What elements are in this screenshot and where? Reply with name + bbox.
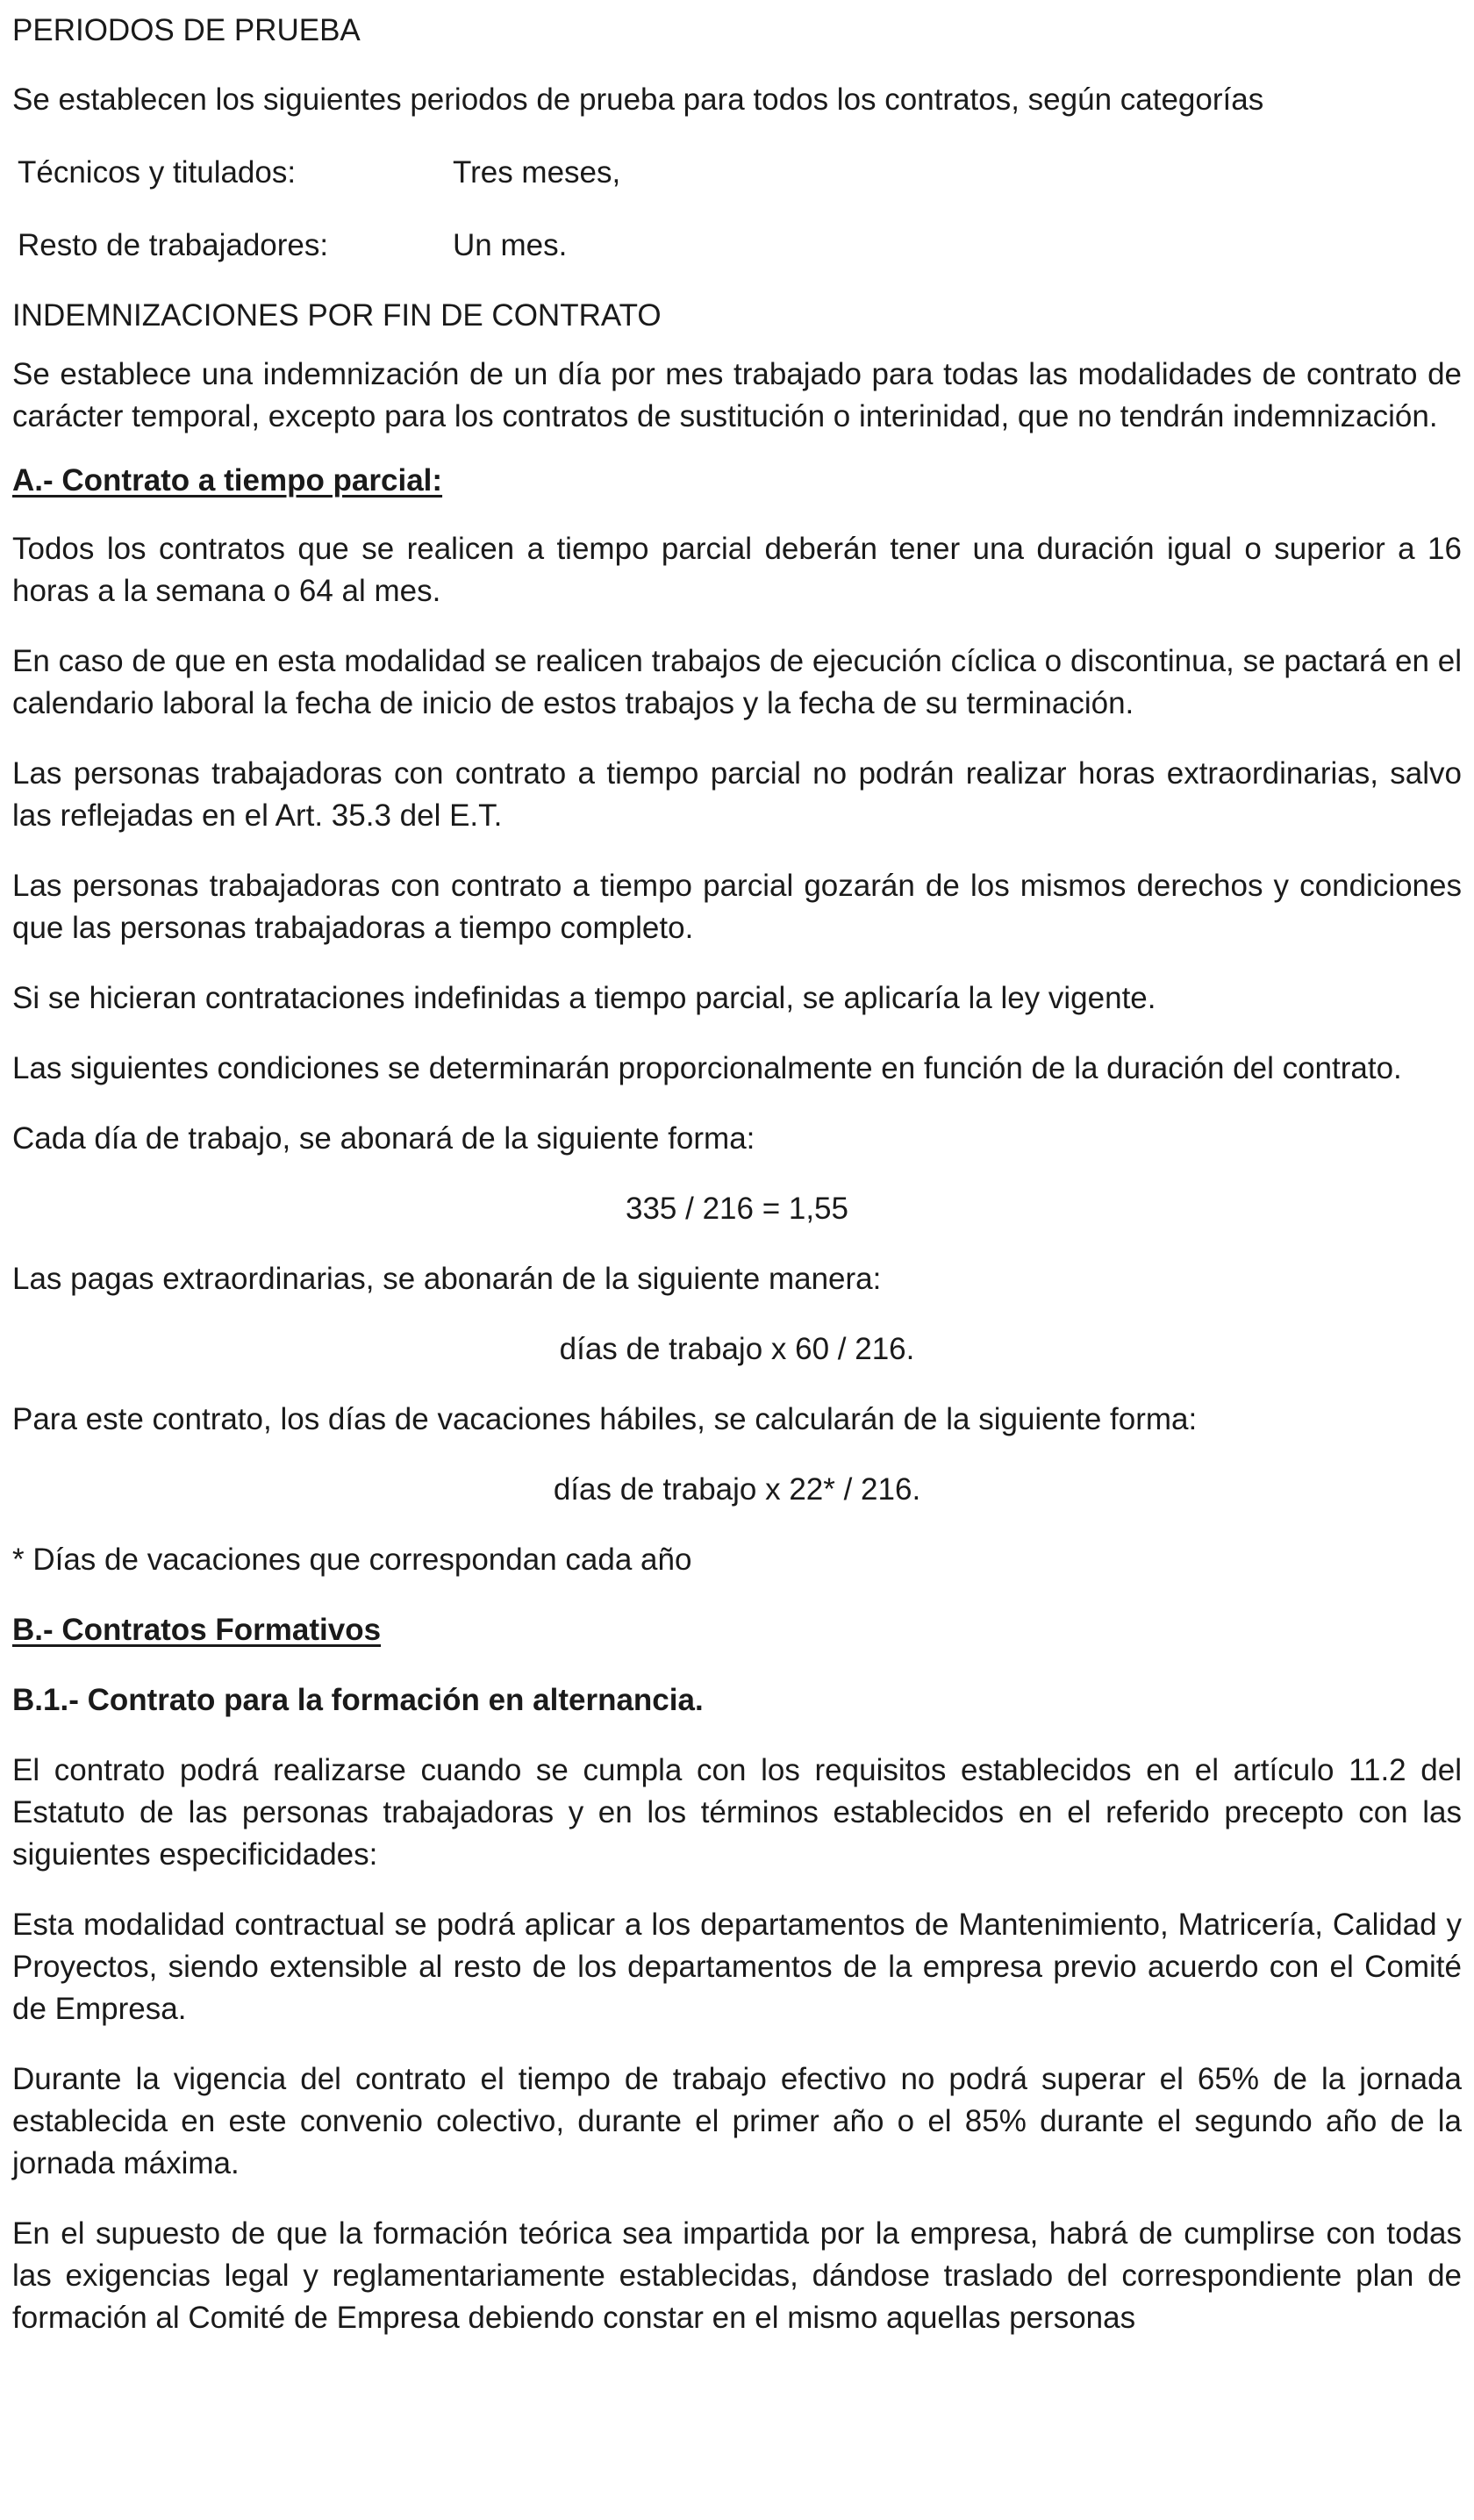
section-a-paragraph-7: Cada día de trabajo, se abonará de la siguiente forma: [12, 1121, 755, 1156]
section-b1-heading: B.1.- Contrato para la formación en alternancia. [12, 1683, 704, 1717]
section-a-paragraph-5: Si se hicieran contrataciones indefinidas a tiempo parcial, se aplicaría la ley vigente. [12, 981, 1156, 1015]
section-a-paragraph-9: Para este contrato, los días de vacaciones hábiles, se calcularán de la siguiente forma: [12, 1402, 1198, 1436]
section-b1-paragraph-2: Esta modalidad contractual se podrá aplicar a los departamentos de Mantenimiento, Matricería, Calidad y Proyectos, siendo extensible al resto de los departamentos de la empresa previo acuerdo con el Comité de Empresa. [12, 1908, 1462, 2026]
section-a-paragraph-2: En caso de que en esta modalidad se realicen trabajos de ejecución cíclica o discontinua, se pactará en el calendario laboral la fecha de inicio de estos trabajos y la fecha de su terminación. [12, 644, 1462, 720]
section-a-paragraph-1: Todos los contratos que se realicen a tiempo parcial deberán tener una duración igual o superior a 16 horas a la semana o 64 al mes. [12, 532, 1462, 608]
formula-daily-pay: 335 / 216 = 1,55 [626, 1192, 848, 1226]
section-a-paragraph-3: Las personas trabajadoras con contrato a tiempo parcial no podrán realizar horas extraordinarias, salvo las reflejadas en el Art. 35.3 del E.T. [12, 756, 1462, 833]
periodos-intro: Se establecen los siguientes periodos de prueba para todos los contratos, según categorías [12, 82, 1264, 117]
periodos-title: PERIODOS DE PRUEBA [12, 13, 361, 47]
section-b1-paragraph-3: Durante la vigencia del contrato el tiempo de trabajo efectivo no podrá superar el 65% de la jornada establecida en este convenio colectivo, durante el primer año o el 85% durante el segundo año de la jornada máxima. [12, 2062, 1462, 2180]
indemnizaciones-text: Se establece una indemnización de un día por mes trabajado para todas las modalidades de contrato de carácter temporal, excepto para los contratos de sustitución o interinidad, que no tendrán indemnización. [12, 357, 1462, 433]
indemnizaciones-title: INDEMNIZACIONES POR FIN DE CONTRATO [12, 298, 662, 333]
section-b-heading: B.- Contratos Formativos [12, 1613, 382, 1647]
vacation-footnote: * Días de vacaciones que correspondan cada año [12, 1543, 692, 1577]
periodos-value: Tres meses, [453, 155, 621, 190]
section-a-heading: A.- Contrato a tiempo parcial: [12, 463, 443, 498]
section-a-paragraph-4: Las personas trabajadoras con contrato a tiempo parcial gozarán de los mismos derechos y condiciones que las personas trabajadoras a tiempo completo. [12, 869, 1462, 945]
formula-vacation-days: días de trabajo x 22* / 216. [553, 1472, 921, 1507]
periodos-label: Resto de trabajadores: [18, 228, 329, 262]
section-b1-paragraph-4: En el supuesto de que la formación teórica sea impartida por la empresa, habrá de cumplirse con todas las exigencias legal y reglamentariamente establecidas, dándose traslado del correspondiente plan de formación al Comité de Empresa debiendo constar en el mismo aquellas personas [12, 2216, 1462, 2335]
formula-extra-pay: días de trabajo x 60 / 216. [559, 1332, 915, 1366]
section-a-paragraph-8: Las pagas extraordinarias, se abonarán de la siguiente manera: [12, 1262, 882, 1296]
section-b1-paragraph-1: El contrato podrá realizarse cuando se cumpla con los requisitos establecidos en el artículo 11.2 del Estatuto de las personas trabajadoras y en los términos establecidos en el referido precepto con las siguientes especificidades: [12, 1753, 1462, 1872]
periodos-row-tecnicos [12, 152, 1462, 194]
periodos-row-resto [12, 225, 1462, 267]
document-page [12, 0, 1462, 2339]
periodos-label: Técnicos y titulados: [18, 155, 297, 190]
periodos-value: Un mes. [453, 228, 568, 262]
section-a-paragraph-6: Las siguientes condiciones se determinarán proporcionalmente en función de la duración del contrato. [12, 1051, 1402, 1085]
